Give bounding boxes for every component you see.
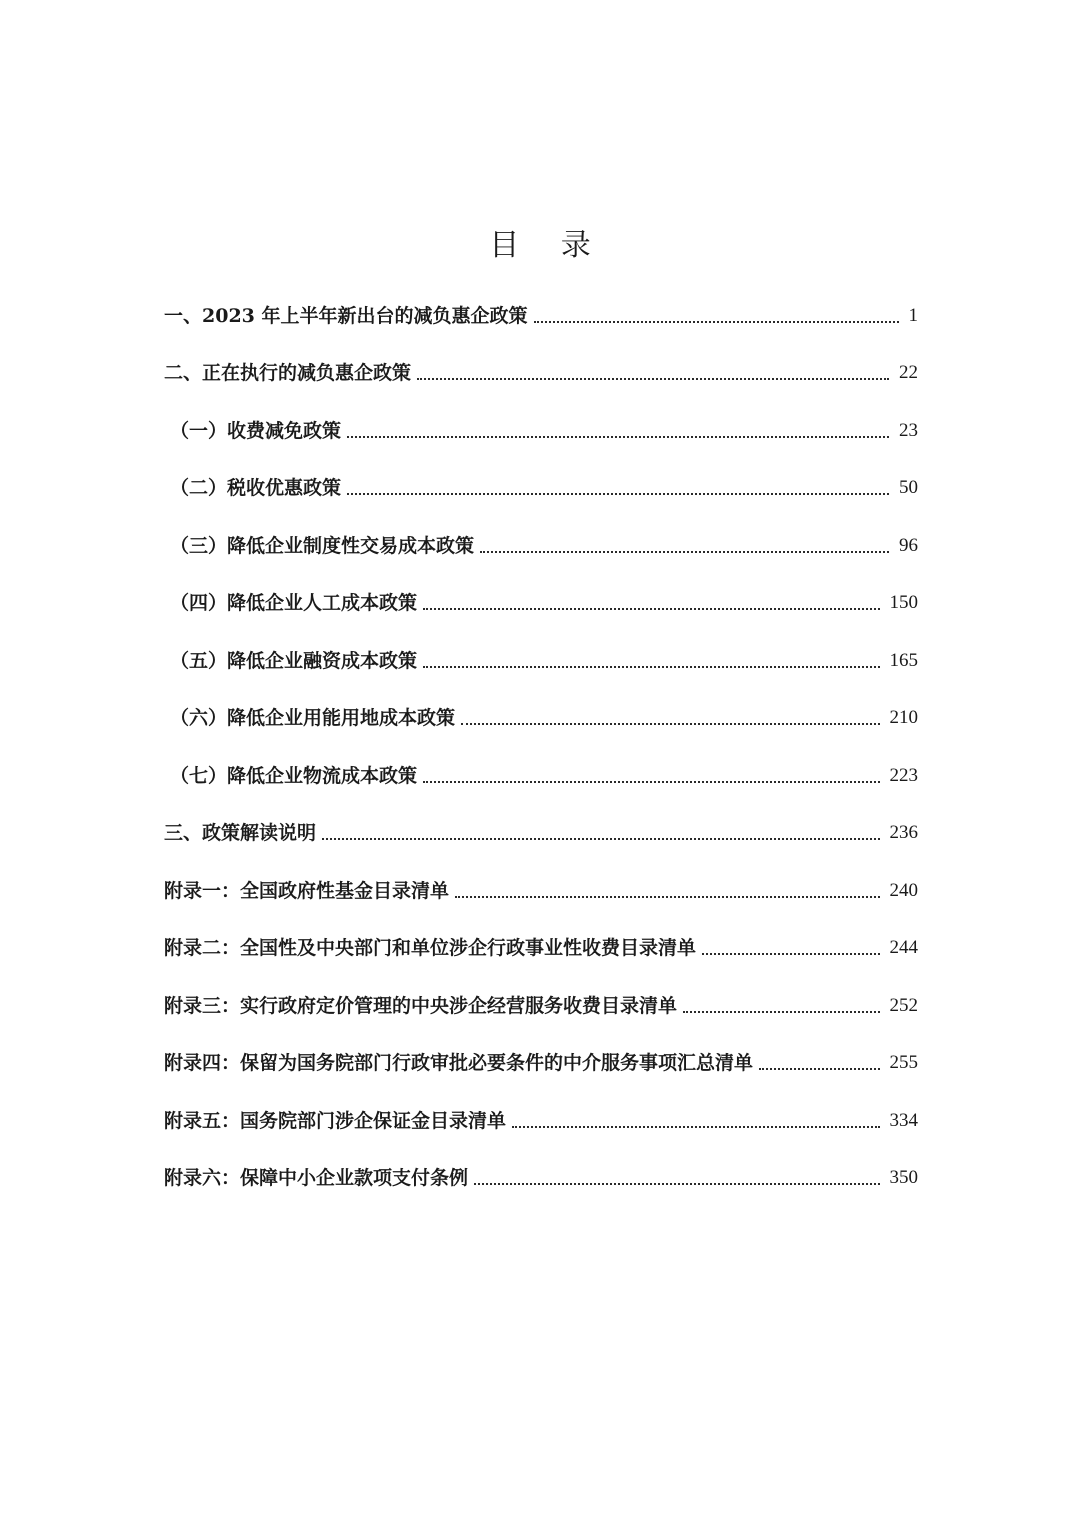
toc-page-number: 350 [889,1167,918,1189]
toc-dot-leader [512,1108,879,1128]
toc-entry-label: 二、正在执行的减负惠企政策 [164,362,412,385]
toc-entry-label: 三、政策解读说明 [164,822,317,845]
toc-dot-leader [455,878,879,898]
toc-entry-subsection-3[interactable] [164,517,918,575]
toc-entry-subsection-1[interactable] [164,402,918,460]
toc-entry-label: 附录三：实行政府定价管理的中央涉企经营服务收费目录清单 [164,994,678,1017]
toc-page-number: 1 [908,304,918,326]
toc-page-number: 223 [889,764,918,786]
toc-page-number: 96 [899,534,918,556]
toc-dot-leader [417,360,889,380]
toc-entry-appendix-3[interactable] [164,977,918,1035]
toc-page-number: 23 [899,419,918,441]
toc-entry-appendix-4[interactable] [164,1035,918,1093]
toc-entry-label: 附录二：全国性及中央部门和单位涉企行政事业性收费目录清单 [164,937,697,960]
toc-entry-appendix-6[interactable] [164,1150,918,1208]
toc-entry-subsection-6[interactable] [164,690,918,748]
toc-entry-label: 附录六：保障中小企业款项支付条例 [164,1167,469,1190]
toc-entry-label: 附录一：全国政府性基金目录清单 [164,879,450,902]
toc-entry-appendix-5[interactable] [164,1092,918,1150]
toc-page-number: 50 [899,477,918,499]
toc-page-number: 165 [889,649,918,671]
toc-entry-section-2[interactable] [164,345,918,403]
toc-dot-leader [759,1050,879,1070]
toc-dot-leader [474,1165,879,1185]
toc-entry-appendix-2[interactable] [164,920,918,978]
toc-entry-label: 附录四：保留为国务院部门行政审批必要条件的中介服务事项汇总清单 [164,1052,754,1075]
toc-entry-subsection-7[interactable] [164,747,918,805]
toc-dot-leader [347,418,889,438]
toc-dot-leader [461,705,879,725]
toc-entry-section-3[interactable] [164,805,918,863]
toc-entry-subsection-2[interactable] [164,460,918,518]
toc-dot-leader [702,935,879,955]
toc-dot-leader [322,820,879,840]
toc-entry-label: （三）降低企业制度性交易成本政策 [170,534,475,557]
toc-entry-section-1[interactable] [164,287,918,345]
toc-page-number: 150 [889,592,918,614]
toc-dot-leader [423,763,879,783]
toc-page-number: 244 [889,937,918,959]
toc-dot-leader [534,303,899,323]
toc-dot-leader [683,993,879,1013]
toc-entry-appendix-1[interactable] [164,862,918,920]
toc-dot-leader [423,648,879,668]
toc-page-number: 240 [889,879,918,901]
toc-page-number: 252 [889,994,918,1016]
toc-entry-subsection-4[interactable] [164,575,918,633]
toc-entry-label: 一、2023 年上半年新出台的减负惠企政策 [164,304,528,327]
toc-page-number: 334 [889,1109,918,1131]
toc-entry-label: （六）降低企业用能用地成本政策 [170,707,456,730]
page-title: 目 录 [489,228,607,263]
toc-dot-leader [480,533,889,553]
toc-entry-label: 附录五：国务院部门涉企保证金目录清单 [164,1109,507,1132]
toc-dot-leader [423,590,879,610]
toc-entry-subsection-5[interactable] [164,632,918,690]
toc-entry-label: （二）税收优惠政策 [170,477,342,500]
toc-entry-label: （四）降低企业人工成本政策 [170,592,418,615]
toc-entry-label: （七）降低企业物流成本政策 [170,764,418,787]
toc-entry-label: （一）收费减免政策 [170,419,342,442]
table-of-contents [164,287,918,1207]
toc-entry-label: （五）降低企业融资成本政策 [170,649,418,672]
toc-page-number: 255 [889,1052,918,1074]
toc-page-number: 236 [889,822,918,844]
toc-page-number: 22 [899,362,918,384]
toc-page-number: 210 [889,707,918,729]
toc-dot-leader [347,475,889,495]
